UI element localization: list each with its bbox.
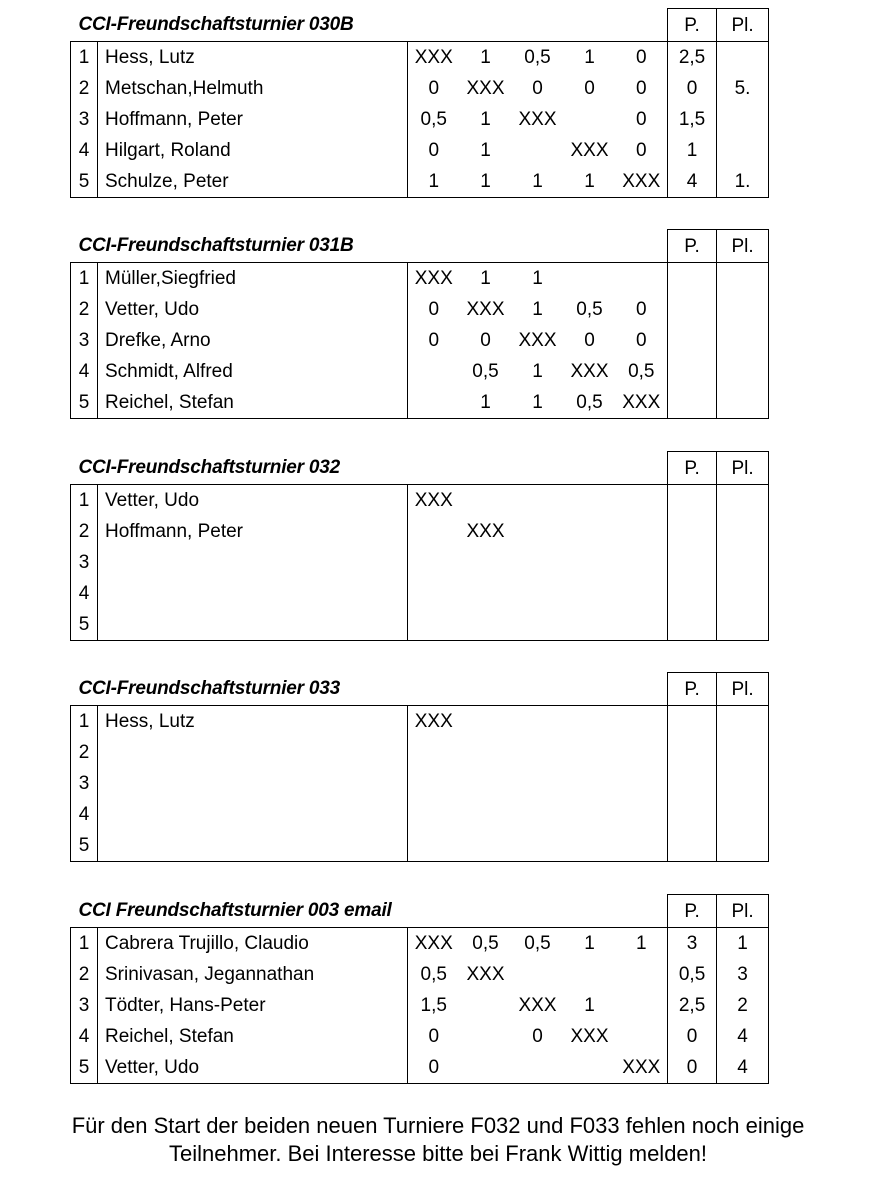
result-cell: 1 (616, 928, 668, 960)
result-cell (564, 830, 616, 862)
result-cell: 1 (460, 42, 512, 74)
result-cell (460, 768, 512, 799)
player-name (98, 547, 408, 578)
place-cell (717, 706, 769, 738)
footer-line-2: Teilnehmer. Bei Interesse bitte bei Frank Wittig melden! (168, 1141, 708, 1166)
points-cell (668, 830, 717, 862)
result-cell: XXX (518, 330, 557, 351)
result-cell: 1 (480, 140, 491, 161)
result-cell: 1 (512, 166, 564, 198)
result-cell (512, 609, 564, 641)
player-name: Tödter, Hans-Peter (105, 995, 266, 1016)
points-header: P. (668, 895, 717, 928)
place-cell (717, 42, 769, 74)
result-cell (564, 1052, 616, 1084)
result-cell: 0 (635, 109, 647, 130)
result-cell (512, 768, 564, 799)
points-cell: 1,5 (668, 104, 717, 135)
table-row (71, 737, 769, 768)
result-cell (512, 737, 564, 768)
player-name: Schulze, Peter (98, 166, 408, 198)
player-number: 2 (71, 737, 98, 768)
result-cell (512, 1052, 564, 1084)
result-cell: 1 (460, 166, 512, 198)
points-cell: 2,5 (668, 42, 717, 74)
table-row (71, 547, 769, 578)
place-header: Pl. (717, 452, 769, 485)
result-cell: 1 (480, 109, 491, 130)
place-header: Pl. (717, 230, 769, 263)
result-cell (460, 547, 512, 578)
result-cell (616, 768, 668, 799)
result-cell: XXX (408, 42, 460, 74)
points-header: P. (668, 9, 717, 42)
result-cell: 0 (408, 73, 460, 104)
result-cell (616, 578, 668, 609)
result-cell (616, 547, 668, 578)
player-number: 4 (71, 135, 98, 166)
player-number: 5 (71, 166, 98, 198)
crosstable (70, 451, 769, 641)
place-header: Pl. (717, 895, 769, 928)
result-cell: 0 (584, 330, 595, 351)
player-number: 3 (71, 104, 98, 135)
result-cell (512, 578, 564, 609)
player-name: Vetter, Udo (98, 1052, 408, 1084)
result-cell (408, 799, 460, 830)
player-number: 1 (71, 485, 98, 517)
crosstable (70, 8, 769, 198)
table-row (71, 294, 769, 325)
result-cell: 1 (532, 299, 543, 320)
player-number: 3 (71, 325, 98, 356)
place-cell (717, 294, 769, 325)
points-cell: 2,5 (668, 990, 717, 1021)
result-cell (616, 706, 668, 738)
player-number: 5 (71, 830, 98, 862)
tournament-table (70, 8, 768, 198)
result-cell (512, 516, 564, 547)
result-cell: 1 (564, 928, 616, 960)
player-name: Srinivasan, Jegannathan (105, 964, 315, 985)
result-cell: 0 (532, 1026, 543, 1047)
player-name: Hess, Lutz (98, 706, 408, 738)
result-cell: 0 (584, 78, 595, 99)
tournament-title: CCI-Freundschaftsturnier 030B (78, 14, 354, 36)
table-row (71, 485, 769, 517)
player-number: 3 (71, 990, 98, 1021)
result-cell: XXX (408, 263, 460, 295)
result-cell: 0 (635, 299, 647, 320)
table-row (71, 990, 769, 1021)
result-cell (408, 578, 460, 609)
result-cell (460, 609, 512, 641)
result-cell (460, 737, 512, 768)
place-cell (717, 578, 769, 609)
result-cell (408, 830, 460, 862)
result-cell: 1 (460, 387, 512, 419)
points-cell: 4 (668, 166, 717, 198)
result-cell (512, 959, 564, 990)
place-cell: 4 (717, 1021, 769, 1052)
points-cell: 0 (668, 1052, 717, 1084)
crosstable (70, 229, 769, 419)
player-name: Metschan,Helmuth (105, 78, 264, 99)
footer-note (20, 1112, 856, 1168)
table-row (71, 609, 769, 641)
result-cell (616, 516, 668, 547)
table-row (71, 166, 769, 198)
result-cell: 1 (584, 995, 595, 1016)
result-cell: 1,5 (408, 990, 460, 1021)
table-row (71, 959, 769, 990)
result-cell (564, 104, 616, 135)
result-cell (512, 706, 564, 738)
place-cell (717, 830, 769, 862)
table-row (71, 387, 769, 419)
tournament-table (70, 229, 768, 419)
place-cell: 5. (717, 73, 769, 104)
tournament-title: CCI Freundschaftsturnier 003 email (78, 900, 392, 922)
result-cell: 0,5 (472, 361, 499, 382)
result-cell (616, 959, 668, 990)
result-cell (512, 547, 564, 578)
tournament-title: CCI-Freundschaftsturnier 032 (78, 457, 341, 479)
result-cell (564, 516, 616, 547)
player-number: 4 (71, 799, 98, 830)
result-cell (460, 1052, 512, 1084)
player-name: Drefke, Arno (105, 330, 211, 351)
result-cell: XXX (466, 521, 505, 542)
points-cell (668, 485, 717, 517)
place-cell: 1 (717, 928, 769, 960)
points-cell (668, 387, 717, 419)
result-cell (564, 799, 616, 830)
place-cell: 3 (717, 959, 769, 990)
points-header: P. (668, 230, 717, 263)
result-cell: 0 (408, 135, 460, 166)
crosstable (70, 894, 769, 1084)
result-cell: 0 (408, 1021, 460, 1052)
result-cell (460, 990, 512, 1021)
result-cell: 0 (616, 42, 668, 74)
points-cell (668, 325, 717, 356)
place-cell (717, 135, 769, 166)
result-cell (616, 799, 668, 830)
result-cell: 0 (635, 140, 647, 161)
player-name: Vetter, Udo (98, 485, 408, 517)
player-number: 2 (71, 73, 98, 104)
result-cell (616, 485, 668, 517)
player-number: 3 (71, 547, 98, 578)
result-cell: XXX (518, 995, 557, 1016)
result-cell: 1 (532, 361, 543, 382)
place-cell (717, 325, 769, 356)
result-cell: XXX (570, 361, 609, 382)
result-cell: 0 (532, 78, 543, 99)
place-cell (717, 609, 769, 641)
result-cell: 0 (408, 294, 460, 325)
result-cell (460, 1021, 512, 1052)
result-cell (564, 263, 616, 295)
points-header: P. (668, 673, 717, 706)
result-cell (460, 706, 512, 738)
result-cell (616, 990, 668, 1021)
place-cell (717, 737, 769, 768)
result-cell (460, 799, 512, 830)
place-cell (717, 768, 769, 799)
result-cell: 1 (564, 42, 616, 74)
place-cell (717, 104, 769, 135)
player-name (98, 578, 408, 609)
table-row (71, 830, 769, 862)
result-cell: 0,5 (408, 104, 460, 135)
player-name: Hilgart, Roland (105, 140, 231, 161)
player-name (98, 768, 408, 799)
table-row (71, 706, 769, 738)
result-cell: 0,5 (408, 959, 460, 990)
result-cell: XXX (466, 78, 505, 99)
result-cell: 0,5 (512, 928, 564, 960)
points-cell (668, 737, 717, 768)
result-cell (460, 578, 512, 609)
result-cell (512, 799, 564, 830)
result-cell (616, 737, 668, 768)
table-row (71, 356, 769, 387)
tournament-table (70, 894, 768, 1084)
player-number: 5 (71, 1052, 98, 1084)
result-cell: XXX (570, 1026, 609, 1047)
player-number: 1 (71, 263, 98, 295)
place-cell: 4 (717, 1052, 769, 1084)
place-cell (717, 547, 769, 578)
result-cell (408, 547, 460, 578)
table-row (71, 135, 769, 166)
result-cell (564, 485, 616, 517)
result-cell (408, 516, 460, 547)
points-cell: 0,5 (668, 959, 717, 990)
table-row (71, 578, 769, 609)
result-cell (408, 356, 460, 387)
place-cell: 1. (717, 166, 769, 198)
result-cell: 0,5 (576, 299, 603, 320)
table-row (71, 516, 769, 547)
result-cell (564, 609, 616, 641)
player-name (98, 799, 408, 830)
tournament-title: CCI-Freundschaftsturnier 033 (78, 678, 341, 700)
result-cell: 0,5 (460, 928, 512, 960)
place-cell: 2 (717, 990, 769, 1021)
table-row (71, 263, 769, 295)
result-cell (408, 609, 460, 641)
player-name (98, 830, 408, 862)
points-cell: 0 (668, 1021, 717, 1052)
points-cell (668, 263, 717, 295)
result-cell (408, 737, 460, 768)
player-number: 1 (71, 706, 98, 738)
table-row (71, 42, 769, 74)
crosstable (70, 672, 769, 862)
result-cell (460, 830, 512, 862)
result-cell (564, 706, 616, 738)
player-number: 1 (71, 928, 98, 960)
table-row (71, 1052, 769, 1084)
result-cell (616, 609, 668, 641)
table-row (71, 928, 769, 960)
result-cell: XXX (518, 109, 557, 130)
result-cell (616, 1021, 668, 1052)
player-number: 4 (71, 578, 98, 609)
player-name (98, 737, 408, 768)
player-number: 5 (71, 609, 98, 641)
result-cell (460, 485, 512, 517)
player-number: 5 (71, 387, 98, 419)
player-number: 3 (71, 768, 98, 799)
player-number: 1 (71, 42, 98, 74)
result-cell: 1 (564, 166, 616, 198)
result-cell: XXX (570, 140, 609, 161)
player-name: Hess, Lutz (98, 42, 408, 74)
table-row (71, 325, 769, 356)
place-cell (717, 799, 769, 830)
player-name: Schmidt, Alfred (105, 361, 233, 382)
result-cell: 0 (408, 1052, 460, 1084)
place-header: Pl. (717, 673, 769, 706)
table-row (71, 1021, 769, 1052)
points-cell (668, 799, 717, 830)
result-cell (408, 387, 460, 419)
points-cell: 0 (668, 73, 717, 104)
result-cell: XXX (616, 387, 668, 419)
result-cell: XXX (408, 485, 460, 517)
result-cell (408, 768, 460, 799)
result-cell: XXX (408, 706, 460, 738)
tournament-table (70, 451, 768, 641)
player-name: Müller,Siegfried (98, 263, 408, 295)
result-cell: 0 (635, 330, 647, 351)
result-cell (616, 830, 668, 862)
player-name (98, 609, 408, 641)
points-cell (668, 706, 717, 738)
table-row (71, 799, 769, 830)
result-cell (512, 135, 564, 166)
result-cell: 1 (408, 166, 460, 198)
result-cell: 0 (480, 330, 491, 351)
player-number: 2 (71, 959, 98, 990)
result-cell: XXX (466, 299, 505, 320)
points-cell: 3 (668, 928, 717, 960)
result-cell: 0 (408, 325, 460, 356)
result-cell: 0,5 (512, 42, 564, 74)
result-cell: XXX (466, 964, 505, 985)
player-number: 2 (71, 294, 98, 325)
result-cell (564, 737, 616, 768)
points-cell (668, 356, 717, 387)
result-cell (564, 578, 616, 609)
result-cell (616, 263, 668, 295)
points-cell (668, 516, 717, 547)
table-row (71, 73, 769, 104)
place-cell (717, 516, 769, 547)
player-name: Reichel, Stefan (98, 387, 408, 419)
result-cell (512, 830, 564, 862)
player-number: 4 (71, 356, 98, 387)
tournament-table (70, 672, 768, 862)
player-name: Hoffmann, Peter (105, 109, 244, 130)
points-header: P. (668, 452, 717, 485)
result-cell: XXX (616, 1052, 668, 1084)
points-cell (668, 578, 717, 609)
result-cell: 1 (460, 263, 512, 295)
result-cell (564, 547, 616, 578)
points-cell (668, 294, 717, 325)
player-name: Hoffmann, Peter (105, 521, 244, 542)
footer-line-1: Für den Start der beiden neuen Turniere F032 und F033 fehlen noch einige (71, 1113, 805, 1138)
place-cell (717, 387, 769, 419)
place-header: Pl. (717, 9, 769, 42)
table-row (71, 104, 769, 135)
player-name: Vetter, Udo (105, 299, 200, 320)
points-cell (668, 609, 717, 641)
result-cell (564, 768, 616, 799)
result-cell (564, 959, 616, 990)
player-number: 4 (71, 1021, 98, 1052)
table-row (71, 768, 769, 799)
points-cell (668, 768, 717, 799)
result-cell: 0,5 (628, 361, 655, 382)
result-cell: 1 (512, 263, 564, 295)
result-cell: 1 (512, 387, 564, 419)
place-cell (717, 263, 769, 295)
tournament-title: CCI-Freundschaftsturnier 031B (78, 235, 354, 257)
player-name: Reichel, Stefan (105, 1026, 234, 1047)
place-cell (717, 356, 769, 387)
place-cell (717, 485, 769, 517)
result-cell: XXX (616, 166, 668, 198)
result-cell: 0 (635, 78, 647, 99)
result-cell (512, 485, 564, 517)
points-cell (668, 547, 717, 578)
player-name: Cabrera Trujillo, Claudio (98, 928, 408, 960)
player-number: 2 (71, 516, 98, 547)
result-cell: 0,5 (564, 387, 616, 419)
points-cell: 1 (668, 135, 717, 166)
result-cell: XXX (408, 928, 460, 960)
